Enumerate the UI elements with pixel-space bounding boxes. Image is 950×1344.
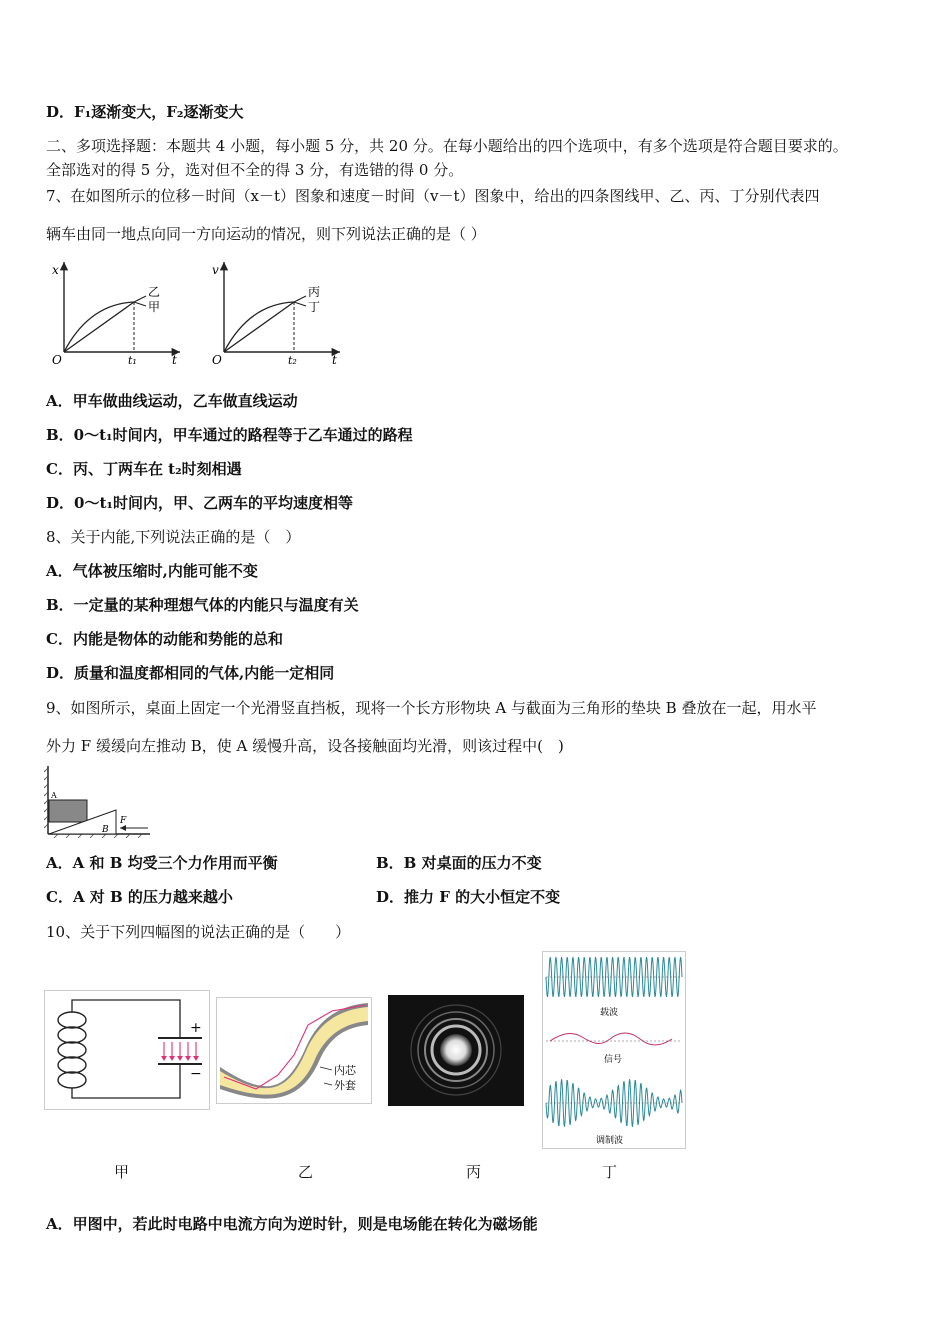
xt-tick-t1: t₁ <box>128 354 137 367</box>
q7-option-d: D．0～t₁时间内，甲、乙两车的平均速度相等 <box>46 494 353 512</box>
label-a: A <box>51 791 57 800</box>
section2-heading-line1: 二、多项选择题：本题共 4 小题，每小题 5 分，共 20 分。在每小题给出的四个选项中，有多个选项是符合题目要求的。 <box>46 137 848 155</box>
vt-tick-t2: t₂ <box>288 354 297 367</box>
q7-stem-line2: 辆车由同一地点向同一方向运动的情况，则下列说法正确的是（ ） <box>46 225 486 243</box>
q9-stem-line2: 外力 F 缓缓向左推动 B，使 A 缓慢升高，设各接触面均光滑，则该过程中( ) <box>46 737 564 755</box>
label-yi: 乙 <box>148 285 161 299</box>
xt-graph <box>52 262 180 367</box>
line-ding <box>224 302 294 352</box>
q6-option-d: D．F₁逐渐变大，F₂逐渐变大 <box>46 103 244 121</box>
optical-fiber-figure <box>216 997 372 1104</box>
xt-x-label: t <box>172 353 177 367</box>
fiber-core-label: 内芯 <box>334 1064 356 1077</box>
q7-stem-line1: 7、在如图所示的位移－时间（x－t）图象和速度－时间（v－t）图象中，给出的四条图线甲、乙、丙、丁分别代表四 <box>46 187 820 205</box>
modulated-label: 调制波 <box>596 1136 624 1146</box>
q8-option-b: B．一定量的某种理想气体的内能只与温度有关 <box>46 596 359 614</box>
vt-graph <box>212 262 340 367</box>
q9-option-c: C．A 对 B 的压力越来越小 <box>46 888 233 906</box>
label-b: B <box>102 825 109 835</box>
signal-label: 信号 <box>604 1055 623 1065</box>
caption-ding: 丁 <box>602 1163 618 1181</box>
minus-sign: − <box>190 1066 202 1082</box>
vt-y-label: v <box>212 263 219 277</box>
label-jia: 甲 <box>148 300 161 314</box>
line-jia <box>64 302 134 352</box>
xt-origin: O <box>52 353 62 367</box>
block-a <box>49 800 87 822</box>
q9-figure <box>44 766 154 838</box>
modulation-figure <box>542 951 686 1149</box>
q10-option-a: A．甲图中，若此时电路中电流方向为逆时针，则是电场能在转化为磁场能 <box>46 1215 538 1233</box>
q9-option-a: A．A 和 B 均受三个力作用而平衡 <box>46 854 278 872</box>
q10-stem: 10、关于下列四幅图的说法正确的是（ ） <box>46 923 351 941</box>
q8-option-c: C．内能是物体的动能和势能的总和 <box>46 630 283 648</box>
q8-stem: 8、关于内能,下列说法正确的是（ ） <box>46 528 301 546</box>
q9-option-b: B．B 对桌面的压力不变 <box>376 854 542 872</box>
carrier-label: 载波 <box>600 1008 619 1018</box>
vt-origin: O <box>212 353 222 367</box>
q9-stem-line1: 9、如图所示，桌面上固定一个光滑竖直挡板，现将一个长方形物块 A 与截面为三角形的垫块 B 叠放在一起，用水平 <box>46 699 817 717</box>
vt-x-label: t <box>332 353 337 367</box>
plus-sign: + <box>190 1020 202 1036</box>
q7-option-c: C．丙、丁两车在 t₂时刻相遇 <box>46 460 242 478</box>
diffraction-figure <box>388 995 524 1106</box>
q7-graphs <box>44 256 344 368</box>
section2-heading-line2: 全部选对的得 5 分，选对但不全的得 3 分，有选错的得 0 分。 <box>46 161 464 179</box>
label-bing: 丙 <box>308 285 321 299</box>
lc-circuit-figure <box>44 990 210 1110</box>
label-f: F <box>120 816 127 826</box>
q8-option-a: A．气体被压缩时,内能可能不变 <box>46 562 258 580</box>
fiber-cladding-label: 外套 <box>334 1079 356 1092</box>
q9-option-d: D．推力 F 的大小恒定不变 <box>376 888 561 906</box>
label-ding: 丁 <box>308 300 321 314</box>
q8-option-d: D．质量和温度都相同的气体,内能一定相同 <box>46 664 335 682</box>
caption-yi: 乙 <box>298 1163 314 1181</box>
q7-option-a: A．甲车做曲线运动，乙车做直线运动 <box>46 392 298 410</box>
xt-y-label: x <box>52 263 59 277</box>
q7-option-b: B．0～t₁时间内，甲车通过的路程等于乙车通过的路程 <box>46 426 413 444</box>
caption-bing: 丙 <box>466 1163 482 1181</box>
caption-jia: 甲 <box>114 1163 130 1181</box>
